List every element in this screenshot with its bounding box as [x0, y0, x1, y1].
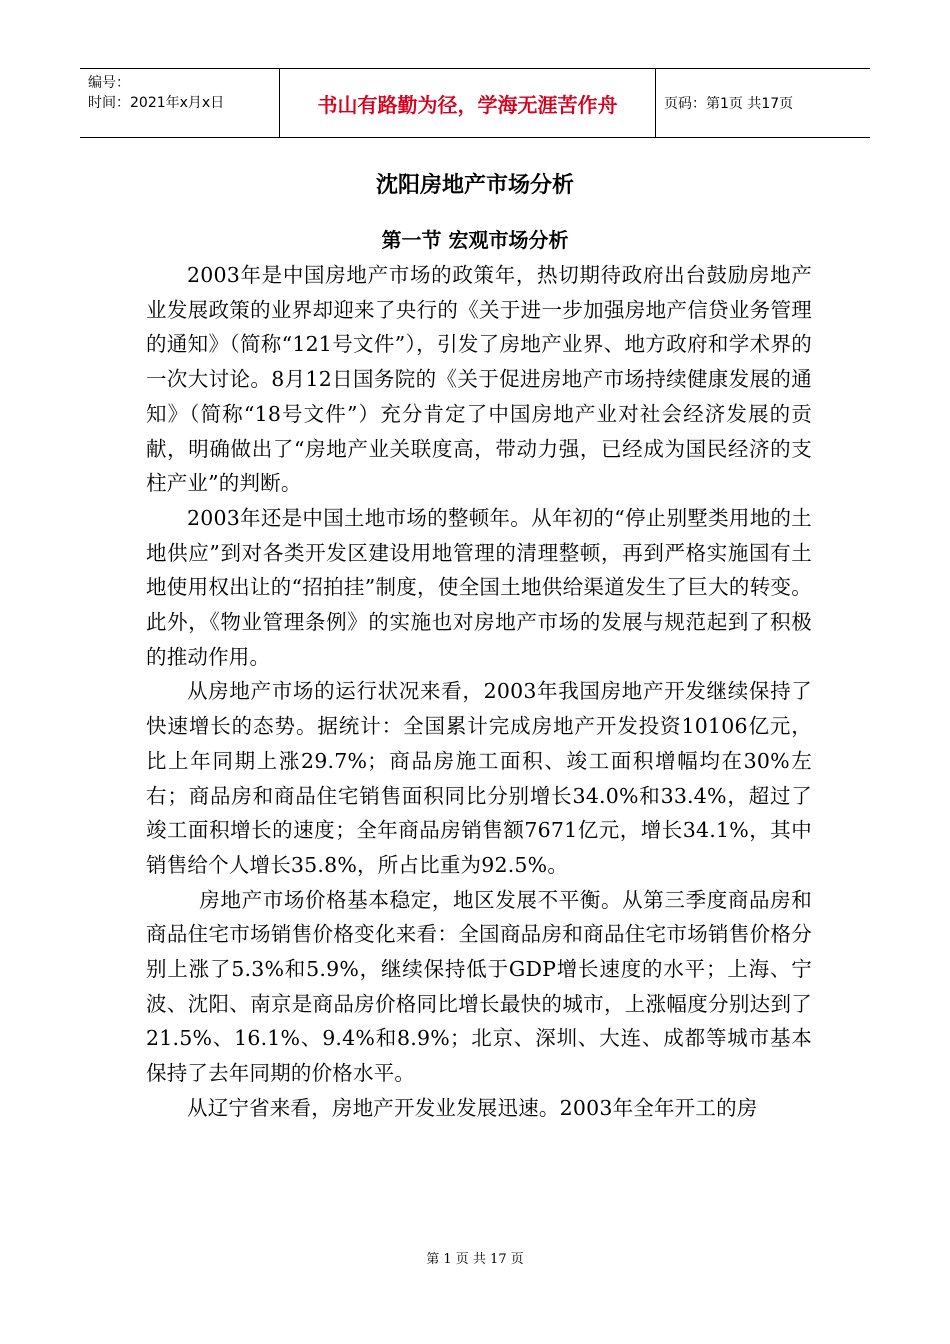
number-label: 编号： [88, 75, 130, 91]
paragraph: 2003年是中国房地产市场的政策年，热切期待政府出台鼓励房地产业发展政策的业界却迎来了央行的《关于进一步加强房地产信贷业务管理的通知》（简称“121号文件”），引发了房地产业界、地方政府和学术界的一次大讨论。8月12日国务院的《关于促进房地产市场持续健康发展的通知》（简称“18号文件”）充分肯定了中国房地产业对社会经济发展的贡献，明确做出了“房地产业关联度高，带动力强，已经成为国民经济的支柱产业”的判断。 [146, 263, 812, 496]
header-meta [80, 69, 280, 137]
section-title: 第一节 宏观市场分析 [381, 228, 569, 252]
paragraph: 从辽宁省来看，房地产开发业发展迅速。2003年全年开工的房 [187, 1095, 758, 1120]
document-header [80, 68, 870, 138]
paragraph: 房地产市场价格基本稳定，地区发展不平衡。从第三季度商品房和商品住宅市场销售价格变化来看：全国商品房和商品住宅市场销售价格分别上涨了5.3%和5.9%，继续保持低于GDP增长速度的水平；上海、宁波、沈阳、南京是商品房价格同比增长最快的城市，上涨幅度分别达到了21.5%、16.1%、9.4%和8.9%；北京、深圳、大连、成都等城市基本保持了去年同期的价格水平。 [146, 887, 812, 1086]
header-motto: 书山有路勤为径，学海无涯苦作舟 [280, 69, 656, 137]
paragraph: 2003年还是中国土地市场的整顿年。从年初的“停止别墅类用地的土地供应”到对各类开发区建设用地管理的清理整顿，再到严格实施国有土地使用权出让的“招拍挂”制度，使全国土地供给渠道发生了巨大的转变。此外，《物业管理条例》的实施也对房地产市场的发展与规范起到了积极的推动作用。 [146, 505, 812, 669]
page-footer: 第 1 页 共 17 页 [426, 1252, 524, 1267]
paragraph: 从房地产市场的运行状况来看，2003年我国房地产开发继续保持了快速增长的态势。据统计：全国累计完成房地产开发投资10106亿元，比上年同期上涨29.7%；商品房施工面积、竣工面积增幅均在30%左右；商品房和商品住宅销售面积同比分别增长34.0%和33.4%，超过了竣工面积增长的速度；全年商品房销售额7671亿元，增长34.1%，其中销售给个人增长35.8%，所占比重为92.5%。 [146, 679, 812, 877]
document-title: 沈阳房地产市场分析 [375, 173, 574, 198]
date-label: 时间：2021年x月x日 [88, 95, 225, 111]
header-page-info: 页码：第1页 共17页 [664, 96, 794, 112]
document-body [146, 258, 812, 1126]
